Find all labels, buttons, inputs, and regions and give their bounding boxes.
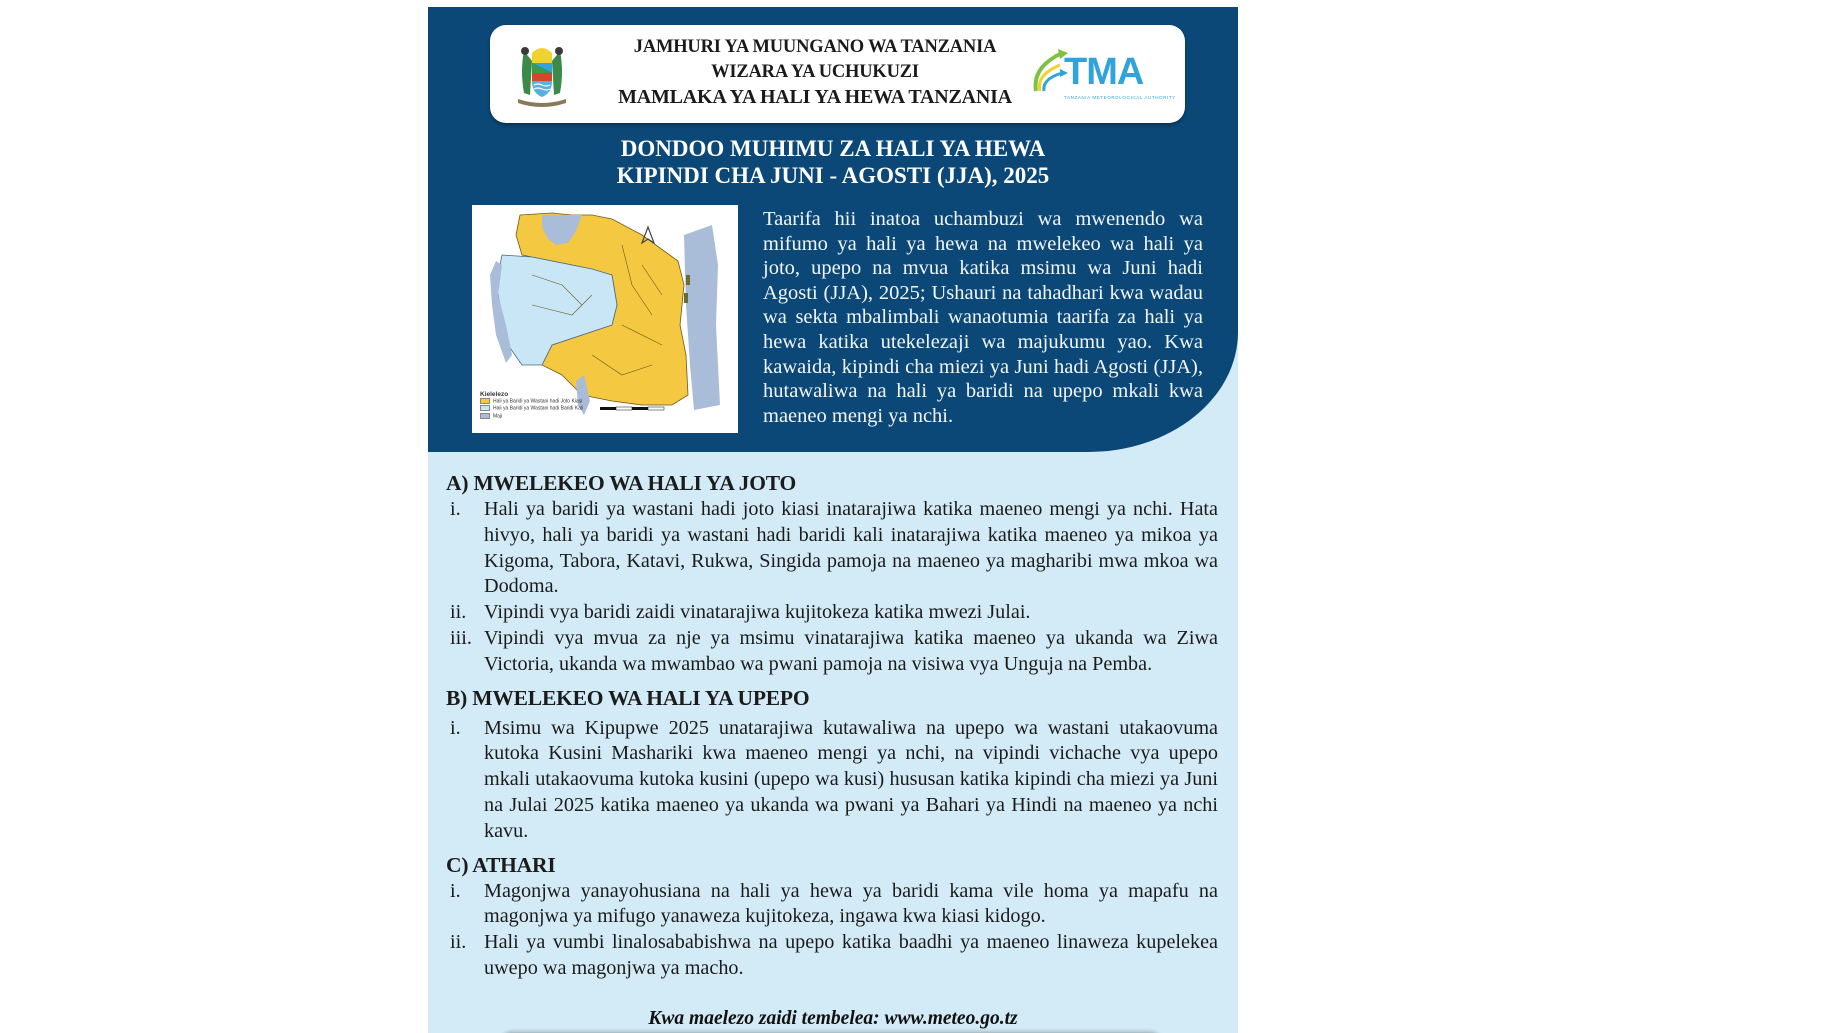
map-legend: [480, 391, 583, 420]
section-c-heading: C) ATHARI: [446, 852, 556, 877]
list-item: ii. Vipindi vya baridi zaidi vinatarajiwa kujitokeza katika mwezi Julai.: [450, 601, 1031, 624]
list-item: iii. Vipindi vya mvua za nje ya msimu vinatarajiwa katika maeneo ya ukanda wa Ziwa Victoria, ukanda wa mwambao wa pwani pamoja na visiwa vya Unguja na Pemba.: [450, 626, 1218, 675]
org-line-authority: MAMLAKA YA HALI YA HEWA TANZANIA: [618, 86, 1012, 108]
website-link[interactable]: Kwa maelezo zaidi tembelea: www.meteo.go.tz: [648, 1008, 1018, 1029]
title-line-1: DONDOO MUHIMU ZA HALI YA HEWA: [620, 136, 1046, 161]
legend-swatch-water: [480, 413, 490, 419]
list-item: i. Magonjwa yanayohusiana na hali ya hewa ya baridi kama vile homa ya mapafu na magonjwa ya mifugo yanaweza kujitokeza, ingawa kwa kiasi kidogo.: [450, 879, 1218, 928]
legend-item: Hali ya Baridi ya Wastani hadi Joto Kiasi: [480, 398, 583, 405]
section-b-list: [446, 716, 1218, 845]
list-item: i. Msimu wa Kipupwe 2025 unatarajiwa kutawaliwa na upepo wa wastani utakaovuma kutoka Kusini Mashariki kwa maeneo mengi ya nchi, na vipindi vichache vya upepo mkali utakaovuma kutoka kusini (upepo wa kusi) hususan katika kipindi cha miezi ya Juni na Julai 2025 katika maeneo ya ukanda wa pwani ya Bahari ya Hindi na maeneo ya nchi kavu.: [450, 716, 1218, 842]
org-line-ministry: WIZARA YA UCHUKUZI: [711, 62, 919, 82]
bulletin-title: [428, 135, 1238, 189]
legend-item: Maji: [480, 413, 583, 420]
title-line-2: KIPINDI CHA JUNI - AGOSTI (JJA), 2025: [616, 163, 1050, 188]
legend-swatch-yellow: [480, 398, 490, 404]
section-a-list: [446, 497, 1218, 678]
list-item: i. Hali ya baridi ya wastani hadi joto kiasi inatarajiwa katika maeneo mengi ya nchi. Hata hivyo, hali ya baridi ya wastani hadi baridi kali inatarajiwa katika maeneo ya mikoa ya Kigoma, Tabora, Katavi, Rukwa, Singida pamoja na maeneo ya magharibi mwa mkoa wa Dodoma.: [450, 498, 1218, 598]
tma-logo-subtext: TANZANIA METEOROLOGICAL AUTHORITY: [1064, 95, 1176, 100]
org-lines: [585, 35, 1045, 110]
tma-logo: [1030, 47, 1176, 103]
coat-of-arms-icon: [510, 41, 574, 109]
legend-item: Hali ya Baridi ya Wastani hadi Baridi Kali: [480, 405, 583, 412]
tma-logo-text: TMA: [1064, 51, 1144, 93]
section-c-list: [446, 879, 1218, 982]
bulletin-content: [446, 469, 1218, 988]
tanzania-forecast-map: [472, 205, 738, 433]
intro-paragraph: Taarifa hii inatoa uchambuzi wa mwenendo wa mifumo ya hali ya hewa na mwelekeo wa hali ya joto, upepo na mvua katika msimu wa Juni hadi Agosti (JJA), 2025; Ushauri na tahadhari kwa wadau wa sekta mbalimbali wanaotumia taarifa za hali ya hewa katika utekelezaji wa majukumu yao. Kwa kawaida, kipindi cha miezi ya Juni hadi Agosti (JJA), hutawaliwa na hali ya baridi na upepo mkali kwa maeneo mengi ya nchi.: [763, 208, 1203, 427]
list-item: ii. Hali ya vumbi linalosababishwa na upepo katika baadhi ya maeneo linaweza kupelekea uwepo wa magonjwa ya macho.: [450, 931, 1218, 979]
legend-swatch-lightblue: [480, 405, 490, 411]
section-b-heading: B) MWELEKEO WA HALI YA UPEPO: [446, 685, 810, 710]
legend-title: Kielelezo: [480, 391, 509, 398]
section-a-heading: A) MWELEKEO WA HALI YA JOTO: [446, 471, 797, 495]
org-line-republic: JAMHURI YA MUUNGANO WA TANZANIA: [633, 37, 997, 57]
weather-bulletin-poster: [428, 7, 1238, 1033]
org-header-box: [490, 25, 1185, 123]
